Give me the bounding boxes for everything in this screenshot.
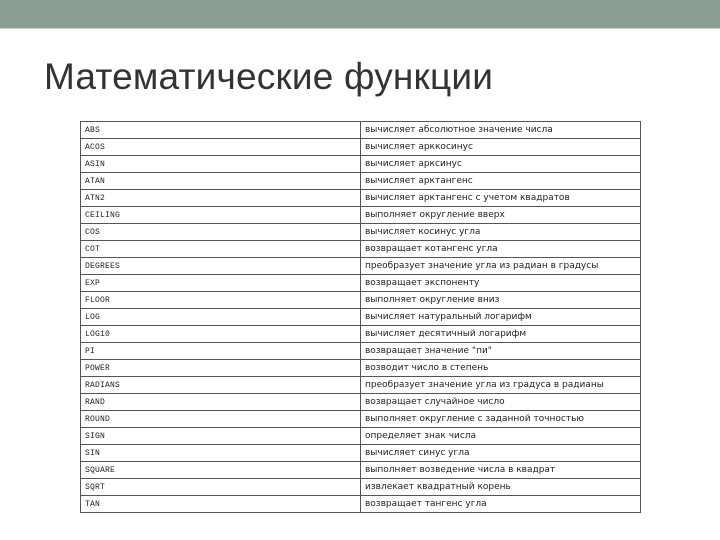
function-name-cell: ASIN (81, 156, 361, 173)
table-row (81, 190, 641, 207)
slide-top-band (0, 0, 720, 28)
table-row (81, 394, 641, 411)
table-row (81, 445, 641, 462)
function-name-cell: SIGN (81, 428, 361, 445)
table-row (81, 411, 641, 428)
function-description-cell: возвращает экспоненту (361, 275, 641, 292)
function-description-cell: выполняет округление с заданной точностью (361, 411, 641, 428)
table-row (81, 139, 641, 156)
function-name-cell: SQRT (81, 479, 361, 496)
slide-top-band-edge (0, 28, 720, 29)
function-description-cell: возвращает случайное число (361, 394, 641, 411)
table-row (81, 207, 641, 224)
function-description-cell: выполняет округление вниз (361, 292, 641, 309)
function-name-cell: ABS (81, 122, 361, 139)
table-row (81, 326, 641, 343)
function-name-cell: ROUND (81, 411, 361, 428)
function-name-cell: CEILING (81, 207, 361, 224)
function-description-cell: выполняет возведение числа в квадрат (361, 462, 641, 479)
table-row (81, 343, 641, 360)
table-row (81, 377, 641, 394)
function-name-cell: EXP (81, 275, 361, 292)
function-description-cell: возвращает тангенс угла (361, 496, 641, 513)
table-row (81, 224, 641, 241)
table-row (81, 173, 641, 190)
table-row (81, 428, 641, 445)
function-description-cell: вычисляет арктангенс с учетом квадратов (361, 190, 641, 207)
function-name-cell: ACOS (81, 139, 361, 156)
table-row (81, 292, 641, 309)
function-description-cell: вычисляет абсолютное значение числа (361, 122, 641, 139)
function-description-cell: вычисляет косинус угла (361, 224, 641, 241)
function-description-cell: вычисляет натуральный логарифм (361, 309, 641, 326)
table-row (81, 462, 641, 479)
function-name-cell: FLOOR (81, 292, 361, 309)
function-description-cell: вычисляет синус угла (361, 445, 641, 462)
function-description-cell: выполняет округление вверх (361, 207, 641, 224)
table-row (81, 156, 641, 173)
function-name-cell: COS (81, 224, 361, 241)
table-row (81, 241, 641, 258)
function-description-cell: преобразует значение угла из градуса в радианы (361, 377, 641, 394)
function-description-cell: извлекает квадратный корень (361, 479, 641, 496)
slide-title: Математические функции (44, 56, 494, 97)
function-name-cell: SQUARE (81, 462, 361, 479)
function-description-cell: вычисляет арктангенс (361, 173, 641, 190)
table-row (81, 275, 641, 292)
table-row (81, 258, 641, 275)
function-name-cell: PI (81, 343, 361, 360)
function-name-cell: ATN2 (81, 190, 361, 207)
function-description-cell: вычисляет десятичный логарифм (361, 326, 641, 343)
table-row (81, 360, 641, 377)
function-name-cell: ATAN (81, 173, 361, 190)
function-name-cell: DEGREES (81, 258, 361, 275)
function-name-cell: RAND (81, 394, 361, 411)
table-row (81, 496, 641, 513)
function-description-cell: определяет знак числа (361, 428, 641, 445)
function-description-cell: возвращает котангенс угла (361, 241, 641, 258)
function-name-cell: POWER (81, 360, 361, 377)
functions-table-body (81, 122, 641, 513)
function-name-cell: LOG10 (81, 326, 361, 343)
function-name-cell: TAN (81, 496, 361, 513)
table-row (81, 479, 641, 496)
function-name-cell: COT (81, 241, 361, 258)
function-name-cell: RADIANS (81, 377, 361, 394)
function-name-cell: SIN (81, 445, 361, 462)
function-name-cell: LOG (81, 309, 361, 326)
function-description-cell: вычисляет арккосинус (361, 139, 641, 156)
function-description-cell: вычисляет арксинус (361, 156, 641, 173)
table-row (81, 309, 641, 326)
functions-table (80, 121, 641, 513)
function-description-cell: возвращает значение "пи" (361, 343, 641, 360)
table-row (81, 122, 641, 139)
function-description-cell: возводит число в степень (361, 360, 641, 377)
function-description-cell: преобразует значение угла из радиан в градусы (361, 258, 641, 275)
